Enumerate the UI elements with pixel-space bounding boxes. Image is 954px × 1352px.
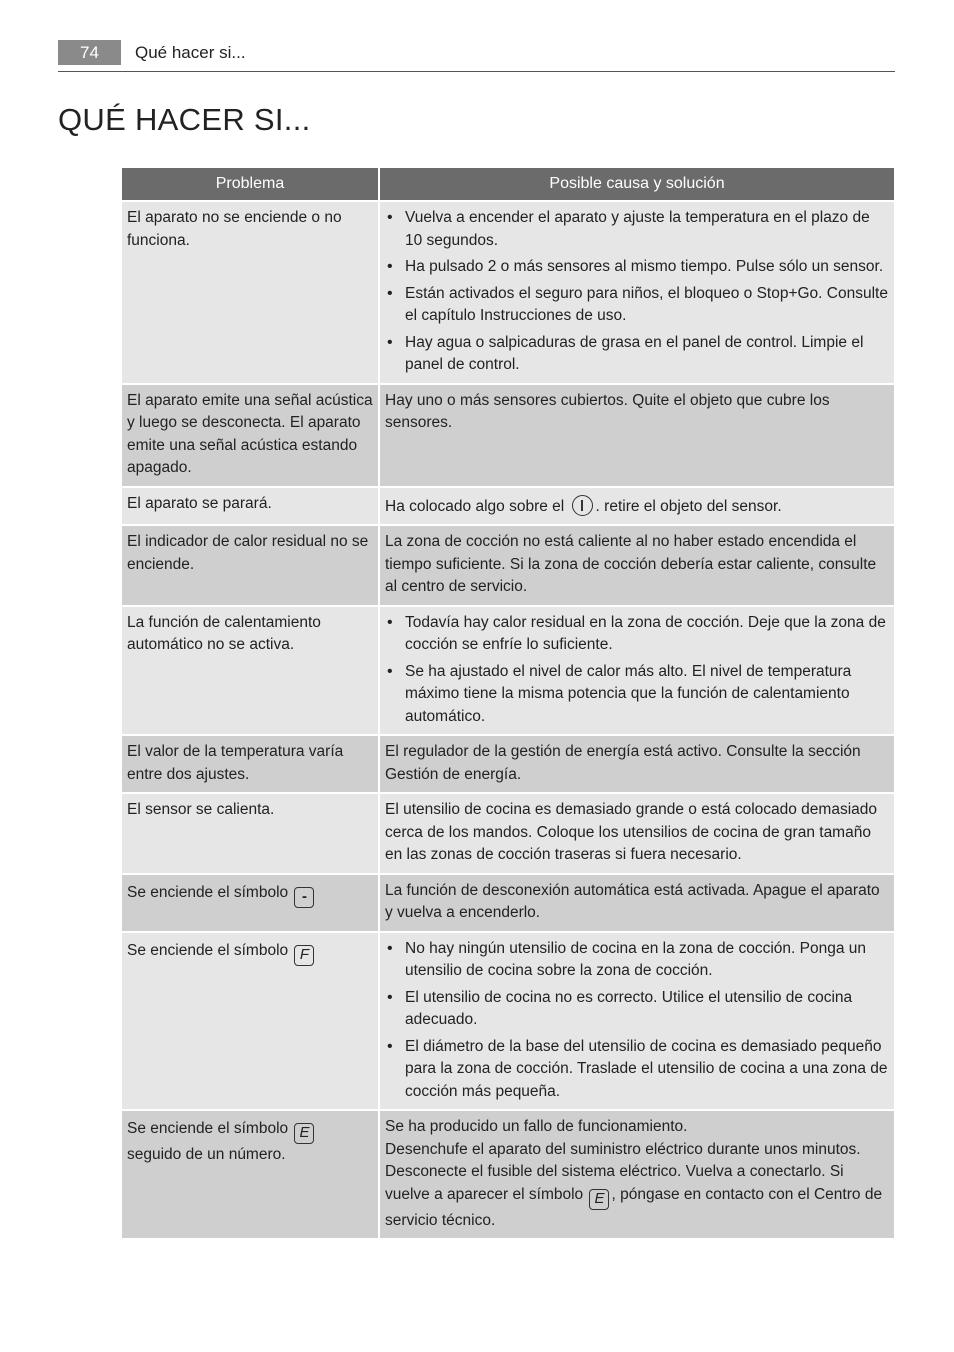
solution-list [385, 207, 889, 377]
running-title: Qué hacer si... [135, 43, 246, 62]
table-row [122, 383, 894, 486]
problem-cell: El aparato se parará. [122, 486, 380, 525]
solution-cell: La función de desconexión automática está activada. Apague el aparato y vuelva a encenderlo. [380, 873, 894, 931]
problem-cell [122, 1109, 380, 1238]
solution-item: • Vuelva a encender el aparato y ajuste la temperatura en el plazo de 10 segundos. [385, 207, 889, 252]
e-symbol-icon: E [294, 1123, 314, 1144]
table-row [122, 200, 894, 383]
problem-text: seguido de un número. [127, 1146, 286, 1163]
table-row [122, 605, 894, 735]
solution-list [385, 938, 889, 1104]
problem-cell [122, 931, 380, 1110]
solution-item: • Ha pulsado 2 o más sensores al mismo tiempo. Pulse sólo un sensor. [385, 256, 889, 279]
solution-cell [380, 1109, 894, 1238]
problem-cell: El aparato no se enciende o no funciona. [122, 200, 380, 383]
solution-cell: El regulador de la gestión de energía está activo. Consulte la sección Gestión de energía. [380, 734, 894, 792]
page-number: 74 [58, 40, 121, 65]
table-header-row [122, 168, 894, 200]
solution-text: , póngase en contacto con el Centro de servicio técnico. [385, 1185, 883, 1229]
troubleshooting-table [122, 168, 894, 1238]
solution-item: • El diámetro de la base del utensilio de cocina es demasiado pequeño para la zona de cocción. Traslade el utensilio de cocina a una zona de cocción más pequeña. [385, 1036, 889, 1104]
column-header-problem: Problema [122, 168, 380, 200]
problem-text: Se enciende el símbolo [127, 1120, 289, 1137]
problem-cell: El valor de la temperatura varía entre dos ajustes. [122, 734, 380, 792]
table-row [122, 524, 894, 605]
table-row [122, 734, 894, 792]
solution-item: • Todavía hay calor residual en la zona de cocción. Deje que la zona de cocción se enfríe lo suficiente. [385, 612, 889, 657]
solution-cell [380, 605, 894, 735]
solution-text: Desenchufe el aparato del suministro eléctrico durante unos minutos. Desconecte el fusible del sistema eléctrico. Vuelva a conectarlo. Si vuelve a aparecer el símbolo [385, 1140, 861, 1203]
solution-text: . retire el objeto del sensor. [595, 497, 782, 515]
table-row [122, 931, 894, 1110]
dash-symbol-icon: - [294, 887, 314, 908]
solution-cell: Hay uno o más sensores cubiertos. Quite el objeto que cubre los sensores. [380, 383, 894, 486]
problem-cell [122, 873, 380, 931]
solution-item: • No hay ningún utensilio de cocina en la zona de cocción. Ponga un utensilio de cocina sobre la zona de cocción. [385, 938, 889, 983]
problem-text: Se enciende el símbolo [127, 883, 289, 901]
solution-list [385, 612, 889, 729]
table-row [122, 486, 894, 525]
page-title: QUÉ HACER SI... [58, 102, 311, 137]
solution-item: • El utensilio de cocina no es correcto. Utilice el utensilio de cocina adecuado. [385, 987, 889, 1032]
column-header-solution: Posible causa y solución [380, 168, 894, 200]
table-row [122, 1109, 894, 1238]
problem-cell: El sensor se calienta. [122, 792, 380, 873]
solution-cell [380, 931, 894, 1110]
problem-text: Se enciende el símbolo [127, 941, 289, 959]
table-row [122, 873, 894, 931]
solution-cell: La zona de cocción no está caliente al no haber estado encendida el tiempo suficiente. Si la zona de cocción debería estar caliente, consulte al centro de servicio. [380, 524, 894, 605]
f-symbol-icon: F [294, 945, 314, 966]
solution-text-block [385, 1139, 889, 1233]
solution-text: Ha colocado algo sobre el [385, 497, 565, 515]
problem-cell: La función de calentamiento automático no se activa. [122, 605, 380, 735]
problem-cell: El indicador de calor residual no se enciende. [122, 524, 380, 605]
page-header [58, 40, 895, 72]
solution-cell: El utensilio de cocina es demasiado grande o está colocado demasiado cerca de los mandos. Coloque los utensilios de cocina de gran tamaño en las zonas de cocción traseras si fuera necesario. [380, 792, 894, 873]
solution-item: • Se ha ajustado el nivel de calor más alto. El nivel de temperatura máximo tiene la misma potencia que la función de calentamiento automático. [385, 661, 889, 729]
solution-cell [380, 200, 894, 383]
problem-cell: El aparato emite una señal acústica y luego se desconecta. El aparato emite una señal acústica estando apagado. [122, 383, 380, 486]
solution-cell [380, 486, 894, 525]
solution-item: • Hay agua o salpicaduras de grasa en el panel de control. Limpie el panel de control. [385, 332, 889, 377]
table-row [122, 792, 894, 873]
on-off-sensor-icon [572, 495, 593, 516]
solution-text: Se ha producido un fallo de funcionamiento. [385, 1118, 688, 1135]
solution-item: • Están activados el seguro para niños, el bloqueo o Stop+Go. Consulte el capítulo Instrucciones de uso. [385, 283, 889, 328]
e-symbol-icon: E [589, 1189, 609, 1210]
